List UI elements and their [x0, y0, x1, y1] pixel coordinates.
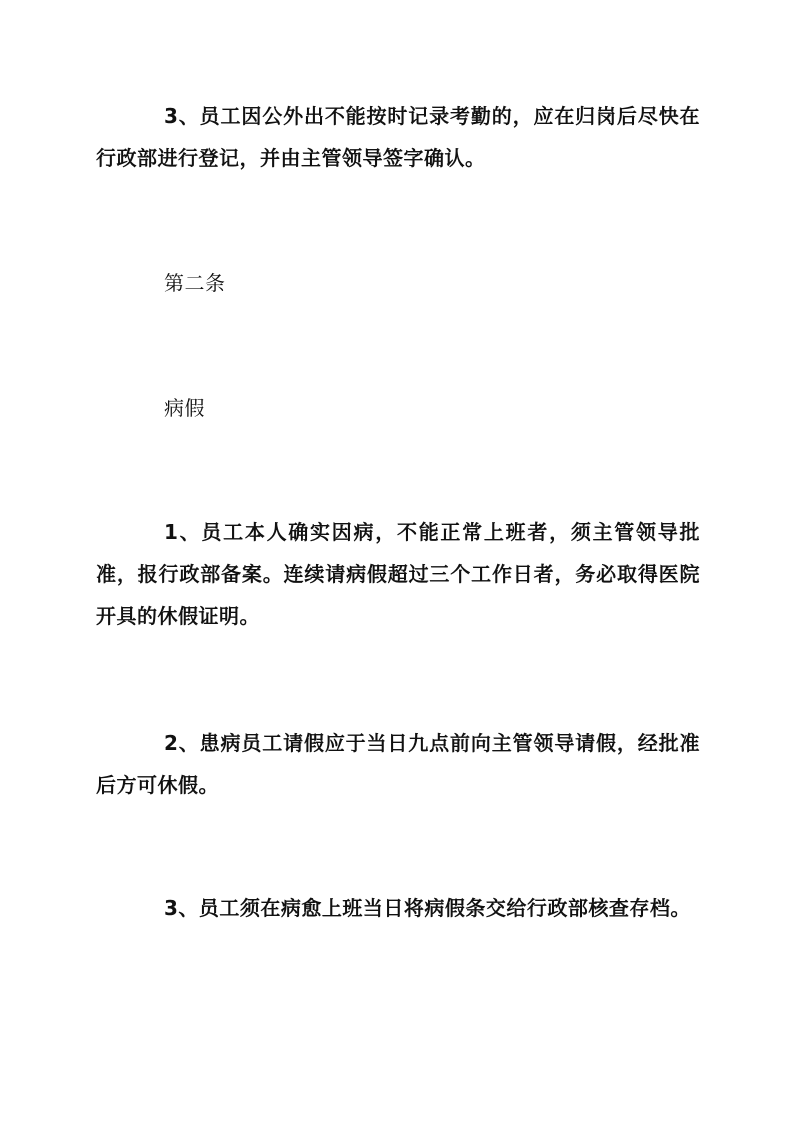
paragraph-sick-leave-approval: 1、员工本人确实因病，不能正常上班者，须主管领导批准，报行政部备案。连续请病假超过三个工作日者，务必取得医院开具的休假证明。	[96, 520, 700, 628]
article-heading: 第二条	[164, 271, 226, 295]
paragraph-sick-note-submission: 3、员工须在病愈上班当日将病假条交给行政部核查存档。	[164, 896, 691, 920]
paragraph-sick-leave-request-time: 2、患病员工请假应于当日九点前向主管领导请假，经批准后方可休假。	[96, 731, 700, 797]
paragraph-business-trip-attendance: 3、员工因公外出不能按时记录考勤的，应在归岗后尽快在行政部进行登记，并由主管领导签字确认。	[96, 104, 700, 170]
section-heading-sick-leave: 病假	[164, 396, 205, 420]
